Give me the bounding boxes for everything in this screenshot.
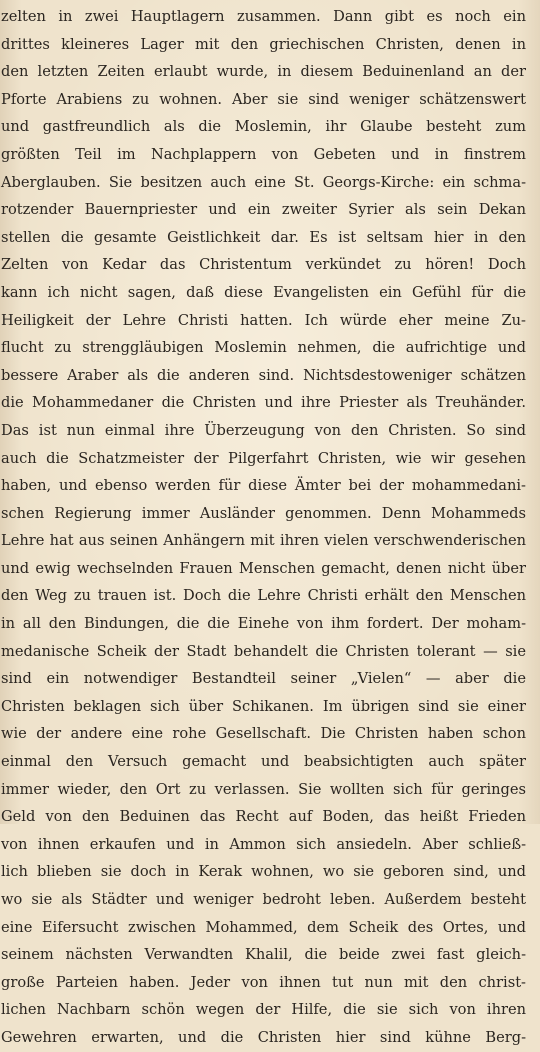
text-line: kann ich nicht sagen, daß diese Evangelisten ein Gefühl für die — [1, 283, 526, 301]
text-line: lich blieben sie doch in Kerak wohnen, wo sie geboren sind, und — [1, 863, 526, 881]
body-text — [0, 3, 526, 1052]
text-line: eine Eifersucht zwischen Mohammed, dem Scheik des Ortes, und — [1, 918, 526, 936]
text-line: den letzten Zeiten erlaubt wurde, in diesem Beduinenland an der — [1, 63, 526, 81]
text-line: wo sie als Städter und weniger bedroht leben. Außerdem besteht — [1, 891, 526, 908]
text-line: Aberglauben. Sie besitzen auch eine St. Georgs-Kirche: ein schma- — [1, 173, 526, 191]
text-line: sind ein notwendiger Bestandteil seiner „Vielen“ — aber die — [1, 670, 526, 688]
text-line: zelten in zwei Hauptlagern zusammen. Dann gibt es noch ein — [1, 8, 526, 25]
text-line: und gastfreundlich als die Moslemin, ihr Glaube besteht zum — [1, 118, 526, 136]
text-line: stellen die gesamte Geistlichkeit dar. Es ist seltsam hier in den — [1, 228, 526, 246]
text-line: auch die Schatzmeister der Pilgerfahrt Christen, wie wir gesehen — [1, 449, 526, 467]
text-line: den Weg zu trauen ist. Doch die Lehre Christi erhält den Menschen — [1, 587, 526, 605]
text-line: in all den Bindungen, die die Einehe von ihm fordert. Der moham- — [1, 615, 526, 633]
text-line: Heiligkeit der Lehre Christi hatten. Ich würde eher meine Zu- — [1, 311, 526, 329]
text-line: Das ist nun einmal ihre Überzeugung von den Christen. So sind — [1, 421, 526, 439]
text-line: Lehre hat aus seinen Anhängern mit ihren vielen verschwenderischen — [1, 532, 526, 550]
text-line: wie der andere eine rohe Gesellschaft. Die Christen haben schon — [1, 725, 526, 743]
text-line: Zelten von Kedar das Christentum verkündet zu hören! Doch — [1, 256, 526, 274]
text-line: große Parteien haben. Jeder von ihnen tut nun mit den christ- — [1, 973, 526, 991]
text-line: haben, und ebenso werden für diese Ämter bei der mohammedani- — [1, 477, 526, 495]
text-line: Christen beklagen sich über Schikanen. Im übrigen sind sie einer — [1, 697, 526, 715]
text-line: größten Teil im Nachplappern von Gebeten und in finstrem — [1, 145, 526, 163]
text-line: Pforte Arabiens zu wohnen. Aber sie sind weniger schätzenswert — [1, 90, 526, 108]
text-line: seinem nächsten Verwandten Khalil, die beide zwei fast gleich- — [1, 946, 526, 964]
text-line: schen Regierung immer Ausländer genommen. Denn Mohammeds — [1, 504, 526, 522]
text-line: Gewehren erwarten, und die Christen hier sind kühne Berg- — [1, 1028, 526, 1046]
text-line: bessere Araber als die anderen sind. Nichtsdestoweniger schätzen — [1, 366, 526, 384]
text-line: flucht zu strenggläubigen Moslemin nehmen, die aufrichtige und — [1, 339, 526, 357]
text-line: medanische Scheik der Stadt behandelt die Christen tolerant — sie — [1, 642, 526, 660]
text-line: von ihnen erkaufen und in Ammon sich ansiedeln. Aber schließ- — [1, 835, 526, 853]
text-line: drittes kleineres Lager mit den griechischen Christen, denen in — [1, 35, 526, 53]
text-line: einmal den Versuch gemacht und beabsichtigten auch später — [1, 753, 526, 771]
text-line: rotzender Bauernpriester und ein zweiter Syrier als sein Dekan — [1, 201, 526, 219]
text-line: immer wieder, den Ort zu verlassen. Sie wollten sich für geringes — [1, 780, 526, 798]
text-line: und ewig wechselnden Frauen Menschen gemacht, denen nicht über — [1, 559, 526, 577]
text-line: Geld von den Beduinen das Recht auf Boden, das heißt Frieden — [1, 808, 526, 826]
text-line: die Mohammedaner die Christen und ihre Priester als Treuhänder. — [1, 394, 526, 412]
text-line: lichen Nachbarn schön wegen der Hilfe, die sie sich von ihren — [1, 1001, 526, 1019]
